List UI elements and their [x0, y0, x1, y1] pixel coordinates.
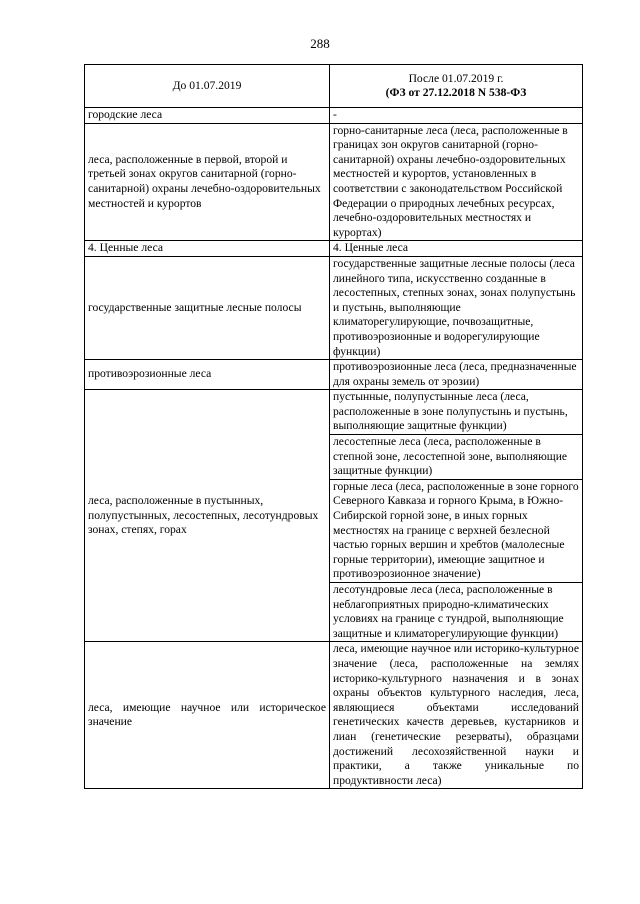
- page-number: 288: [310, 36, 330, 51]
- comparison-table: [84, 64, 583, 789]
- cell-after: противоэрозионные леса (леса, предназначенные для охраны земель от эрозии): [330, 360, 583, 390]
- cell-before: леса, расположенные в первой, второй и третьей зонах округов санитарной (горно-санитарной) охраны лечебно-оздоровительных местностей и курортов: [85, 123, 330, 241]
- cell-before: леса, имеющие научное или историческое значение: [85, 642, 330, 789]
- table-row: [85, 108, 583, 124]
- cell-after: лесостепные леса (леса, расположенные в степной зоне, лесостепной зоне, выполняющие защитные функции): [330, 435, 583, 480]
- cell-after: горно-санитарные леса (леса, расположенные в границах зон округов санитарной (горно-санитарной) охраны лечебно-оздоровительных местностей и курортов, установленных в соответствии с законодательством Российской Федерации о природных лечебных ресурсах, лечебно-оздоровительных местностях и курортах): [330, 123, 583, 241]
- header-before: До 01.07.2019: [85, 65, 330, 108]
- table-row: [85, 360, 583, 390]
- header-after: [330, 65, 583, 108]
- cell-before: противоэрозионные леса: [85, 360, 330, 390]
- cell-after: леса, имеющие научное или историко-культурное значение (леса, расположенные на землях историко-культурного назначения и в зонах охраны объектов культурного наследия, леса, являющиеся объектами исследований генетических качеств деревьев, кустарников и лиан (генетические резерваты), образцами достижений лесохозяйственной науки и практики, а также уникальные по продуктивности леса): [330, 642, 583, 789]
- table-header-row: [85, 65, 583, 108]
- cell-after: государственные защитные лесные полосы (леса линейного типа, искусственно созданные в лесостепных, степных зонах, зонах полупустынь и пустынь, выполняющие климаторегулирующие, почвозащитные, противоэрозионные и водорегулирующие функции): [330, 256, 583, 359]
- header-after-law: (ФЗ от 27.12.2018 N 538-ФЗ: [385, 86, 527, 99]
- cell-before: государственные защитные лесные полосы: [85, 256, 330, 359]
- cell-before: леса, расположенные в пустынных, полупустынных, лесостепных, лесотундровых зонах, степях, горах: [85, 390, 330, 642]
- cell-after: горные леса (леса, расположенные в зоне горного Северного Кавказа и горного Крыма, в Южно-Сибирской горной зоне, в иных горных местностях на границе с верхней безлесной частью горных вершин и хребтов (малолесные горные территории), имеющие защитное и противоэрозионное значение): [330, 479, 583, 582]
- table-row: [85, 390, 583, 435]
- cell-before: 4. Ценные леса: [85, 241, 330, 257]
- table-row: [85, 256, 583, 359]
- cell-before: городские леса: [85, 108, 330, 124]
- table-row: [85, 241, 583, 257]
- cell-after: лесотундровые леса (леса, расположенные в неблагоприятных природно-климатических условиях на границе с тундрой, выполняющие защитные и климаторегулирующие функции): [330, 583, 583, 642]
- table-row: [85, 123, 583, 241]
- cell-after: -: [330, 108, 583, 124]
- table-row: [85, 642, 583, 789]
- cell-after: пустынные, полупустынные леса (леса, расположенные в зоне полупустынь и пустынь, выполняющие защитные функции): [330, 390, 583, 435]
- cell-after: 4. Ценные леса: [330, 241, 583, 257]
- header-after-date: После 01.07.2019 г.: [408, 72, 504, 85]
